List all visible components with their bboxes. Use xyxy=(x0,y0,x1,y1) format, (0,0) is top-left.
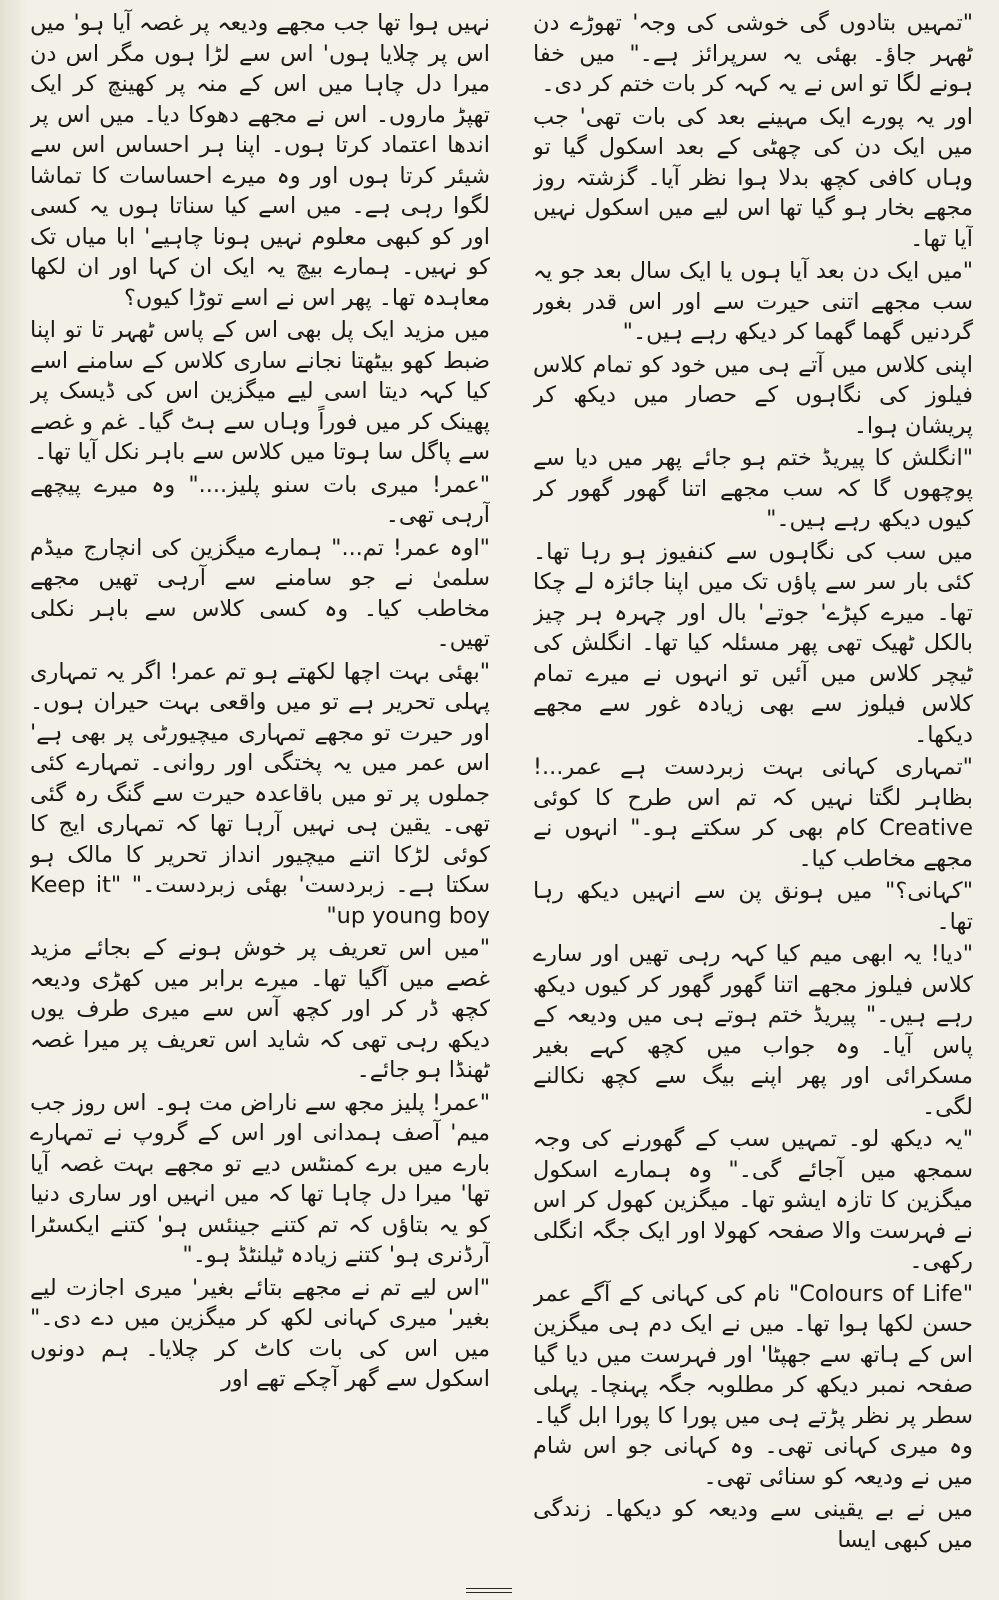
paragraph: "میں اس تعریف پر خوش ہونے کے بجائے مزید غصے میں آگیا تھا۔ میرے برابر میں کھڑی ودیعہ کچھ ڈر کر اور کچھ آس سے میری طرف یوں دیکھ رہی تھی کہ شاید اس تعریف پر میرا غصہ ٹھنڈا ہو جائے۔ xyxy=(30,935,490,1083)
paragraph: اپنی کلاس میں آتے ہی میں خود کو تمام کلاس فیلوز کی نگاہوں کے حصار میں دیکھ کر پریشان ہوا۔ xyxy=(533,351,973,439)
paragraph: "میں ایک دن بعد آیا ہوں یا ایک سال بعد جو یہ سب مجھے اتنی حیرت سے اور اس قدر بغور گردنیں گھما گھما کر دیکھ رہے ہیں۔" xyxy=(533,258,973,345)
paragraph: میں نے بے یقینی سے ودیعہ کو دیکھا۔ زندگی میں کبھی ایسا xyxy=(533,1496,973,1553)
paragraph: "عمر! پلیز مجھ سے ناراض مت ہو۔ اس روز جب میم' آصف ہمدانی اور اس کے گروپ نے تمہارے بارے میں برے کمنٹس دیے تو مجھے بہت غصہ آیا تھا' میرا دل چاہا تھا کہ میں انہیں اور ساری دنیا کو یہ بتاؤں کہ تم کتنے جینئس ہو' کتنے ایکسٹرا آرڈنری ہو' کتنے زیادہ ٹیلنٹڈ ہو۔" xyxy=(30,1089,490,1268)
paragraph: "اوہ عمر! تم..." ہمارے میگزین کی انچارج میڈم سلمیٰ نے جو سامنے سے آرہی تھیں مجھے مخاطب کیا۔ وہ کسی کلاس سے باہر نکلی تھیں۔ xyxy=(30,534,490,652)
paragraph: "عمر! میری بات سنو پلیز...." وہ میرے پیچھے آرہی تھی۔ xyxy=(30,471,490,528)
paragraph: "انگلش کا پیریڈ ختم ہو جائے پھر میں دیا سے پوچھوں گا کہ سب مجھے اتنا گھور گھور کر کیوں دیکھ رہے ہیں۔" xyxy=(533,445,973,532)
paragraph: "یہ دیکھ لو۔ تمہیں سب کے گھورنے کی وجہ سمجھ میں آجائے گی۔" وہ ہمارے اسکول میگزین کا تازہ ایشو تھا۔ میگزین کھول کر اس نے فہرست والا صفحہ کھولا اور ایک جگہ انگلی رکھی۔ xyxy=(533,1126,973,1274)
paragraph: میں سب کی نگاہوں سے کنفیوز ہو رہا تھا۔ کئی بار سر سے پاؤں تک میں اپنا جائزہ لے چکا تھا۔ میرے کپڑے' جوتے' بال اور چہرہ ہر چیز بالکل ٹھیک تھی پھر مسئلہ کیا تھا۔ انگلش کی ٹیچر کلاس میں آئیں تو انہوں نے میرے تمام کلاس فیلوز سے بھی زیادہ غور سے مجھے دیکھا۔ xyxy=(533,538,973,748)
paragraph: "تمہاری کہانی بہت زبردست ہے عمر...! بظاہر لگتا نہیں کہ تم اس طرح کا کوئی Creative کام بھی کر سکتے ہو۔" انہوں نے مجھے مخاطب کیا۔ xyxy=(533,754,973,872)
paragraph: "دیا! یہ ابھی میم کیا کہہ رہی تھیں اور سارے کلاس فیلوز مجھے اتنا گھور گھور کر کیوں دیکھ رہے ہیں۔" پیریڈ ختم ہوتے ہی میں ودیعہ کے پاس آیا۔ وہ جواب میں کچھ کہے بغیر مسکرائی اور پھر اپنے بیگ سے کچھ نکالنے لگی۔ xyxy=(533,941,973,1120)
paragraph: "اس لیے تم نے مجھے بتائے بغیر' میری اجازت لیے بغیر' میری کہانی لکھ کر میگزین میں دے دی۔" میں اس کی بات کاٹ کر چلایا۔ ہم دونوں اسکول سے گھر آچکے تھے اور xyxy=(30,1274,490,1392)
paragraph: "کہانی؟" میں ہونق پن سے انہیں دیکھ رہا تھا۔ xyxy=(533,878,973,935)
paragraph: میں مزید ایک پل بھی اس کے پاس ٹھہر تا تو اپنا ضبط کھو بیٹھتا نجانے ساری کلاس کے سامنے اسے کیا کہہ دیتا اسی لیے میگزین اس کی ڈیسک پر پھینک کر میں فوراً وہاں سے ہٹ گیا۔ غم و غصے سے پاگل سا ہوتا میں کلاس سے باہر نکل آیا تھا۔ xyxy=(30,317,490,465)
page-number-mark xyxy=(466,1588,512,1593)
paragraph: اور یہ پورے ایک مہینے بعد کی بات تھی' جب میں ایک دن کی چھٹی کے بعد اسکول گیا تو وہاں کافی کچھ بدلا ہوا نظر آیا۔ گزشتہ روز مجھے بخار ہو گیا تھا اس لیے میں اسکول نہیں آیا تھا۔ xyxy=(533,103,973,252)
right-text-column xyxy=(533,8,973,1593)
paragraph: نہیں ہوا تھا جب مجھے ودیعہ پر غصہ آیا ہو' میں اس پر چلایا ہوں' اس سے لڑا ہوں مگر اس دن میرا دل چاہا میں اس کے منہ پر کھینچ کر ایک تھپڑ ماروں۔ اس نے مجھے دھوکا دیا۔ میں اس پر اندھا اعتماد کرتا ہوں۔ اپنا ہر احساس اس سے شیئر کرتا ہوں اور وہ میرے احساسات کا تماشا لگوا رہی ہے۔ میں اسے کیا سناتا ہوں یہ کسی اور کو کبھی معلوم نہیں ہونا چاہیے' ابا میاں تک کو نہیں۔ ہمارے بیچ یہ ایک ان کہا اور ان لکھا معاہدہ تھا۔ پھر اس نے اسے توڑا کیوں؟ xyxy=(30,10,490,311)
paragraph: "تمہیں بتادوں گی خوشی کی وجہ' تھوڑے دن ٹھہر جاؤ۔ بھئی یہ سرپرائز ہے۔" میں خفا ہونے لگا تو اس نے یہ کہہ کر بات ختم کر دی۔ xyxy=(533,10,973,97)
paragraph: "Colours of Life" نام کی کہانی کے آگے عمر حسن لکھا ہوا تھا۔ میں نے ایک دم ہی میگزین اس کے ہاتھ سے جھپٹا' اور فہرست میں دیا گیا صفحہ نمبر دیکھ کر مطلوبہ جگہ پہنچا۔ پہلی سطر پر نظر پڑتے ہی میں پورا کا پورا ابل گیا۔ وہ میری کہانی تھی۔ وہ کہانی جو اس شام میں نے ودیعہ کو سنائی تھی۔ xyxy=(533,1280,973,1490)
left-text-column xyxy=(30,8,490,1593)
paragraph: "بھئی بہت اچھا لکھتے ہو تم عمر! اگر یہ تمہاری پہلی تحریر ہے تو میں واقعی بہت حیران ہوں۔ اور حیرت تو مجھے تمہاری میچیورٹی پر بھی ہے' اس عمر میں یہ پختگی اور روانی۔ تمہارے کئی جملوں پر تو میں باقاعدہ حیرت سے گنگ رہ گئی تھی۔ یقین ہی نہیں آرہا تھا کہ تمہاری ایج کا کوئی لڑکا اتنے میچیور انداز تحریر کا مالک ہو سکتا ہے۔ زبردست' بھئی زبردست۔" "Keep it up young boy" xyxy=(30,658,490,929)
